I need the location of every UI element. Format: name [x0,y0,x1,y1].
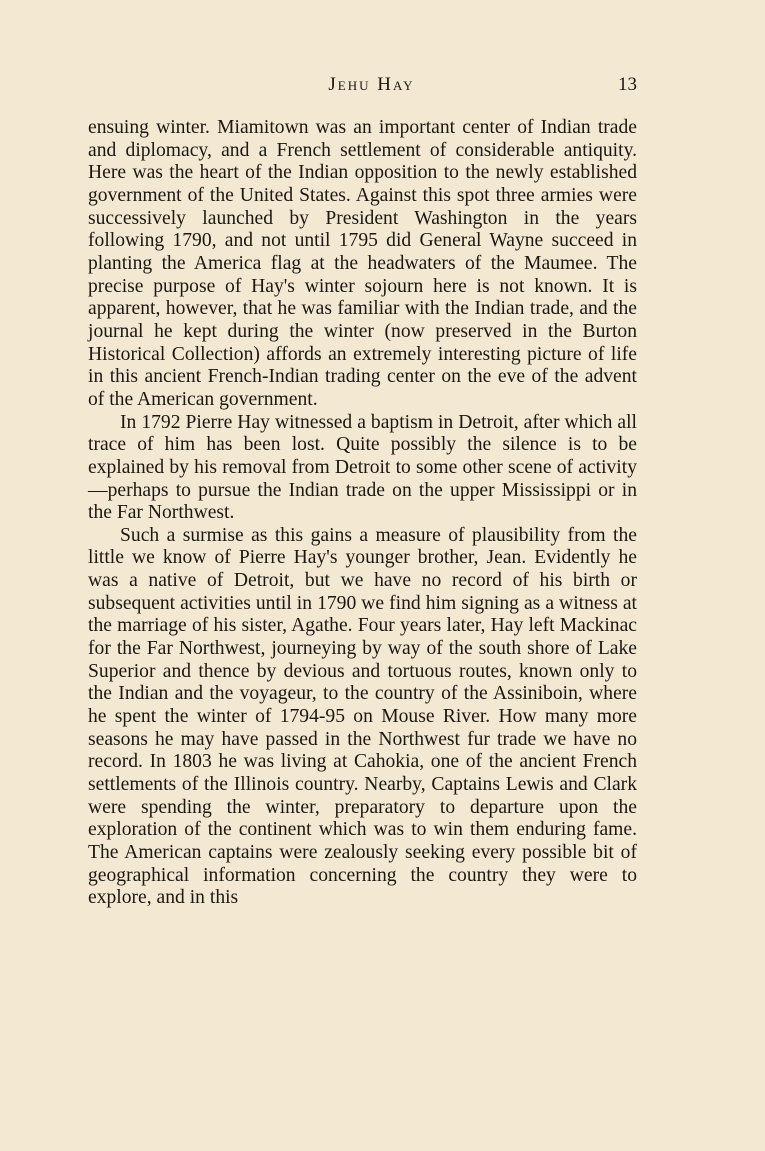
paragraph-pierre-hay: In 1792 Pierre Hay witnessed a baptism in Detroit, after which all trace of him has been lost. Quite possibly the silence is to be explained by his removal from Detroit to some other scene of activity—perhaps to pursue the Indian trade on the upper Mississippi or in the Far Northwest. [88,411,637,524]
paragraph-jean-hay: Such a surmise as this gains a measure of plausibility from the little we know of Pierre Hay's younger brother, Jean. Evidently he was a native of Detroit, but we have no record of his birth or subsequent activities until in 1790 we find him signing as a witness at the marriage of his sister, Agathe. Four years later, Hay left Mackinac for the Far Northwest, journeying by way of the south shore of Lake Superior and thence by devious and tortuous routes, known only to the Indian and the voyageur, to the country of the Assiniboin, where he spent the winter of 1794-95 on Mouse River. How many more seasons he may have passed in the Northwest fur trade we have no record. In 1803 he was living at Cahokia, one of the ancient French settlements of the Illinois country. Nearby, Captains Lewis and Clark were spending the winter, preparatory to departure upon the exploration of the continent which was to win them enduring fame. The American captains were zealously seeking every possible bit of geographical information concerning the country they were to explore, and in this [88,524,637,909]
running-head: Jehu Hay [328,74,415,95]
page-header [88,74,637,100]
page-number: 13 [618,74,637,95]
body-text [88,117,637,910]
paragraph-continued: ensuing winter. Miamitown was an important center of Indian trade and diplomacy, and a French settlement of considerable antiquity. Here was the heart of the Indian opposition to the newly established government of the United States. Against this spot three armies were successively launched by President Washington in the years following 1790, and not until 1795 did General Wayne succeed in planting the America flag at the headwaters of the Maumee. The precise purpose of Hay's winter sojourn here is not known. It is apparent, however, that he was familiar with the Indian trade, and the journal he kept during the winter (now preserved in the Burton Historical Collection) affords an extremely interesting picture of life in this ancient French-Indian trading center on the eve of the advent of the American government. [88,117,637,410]
